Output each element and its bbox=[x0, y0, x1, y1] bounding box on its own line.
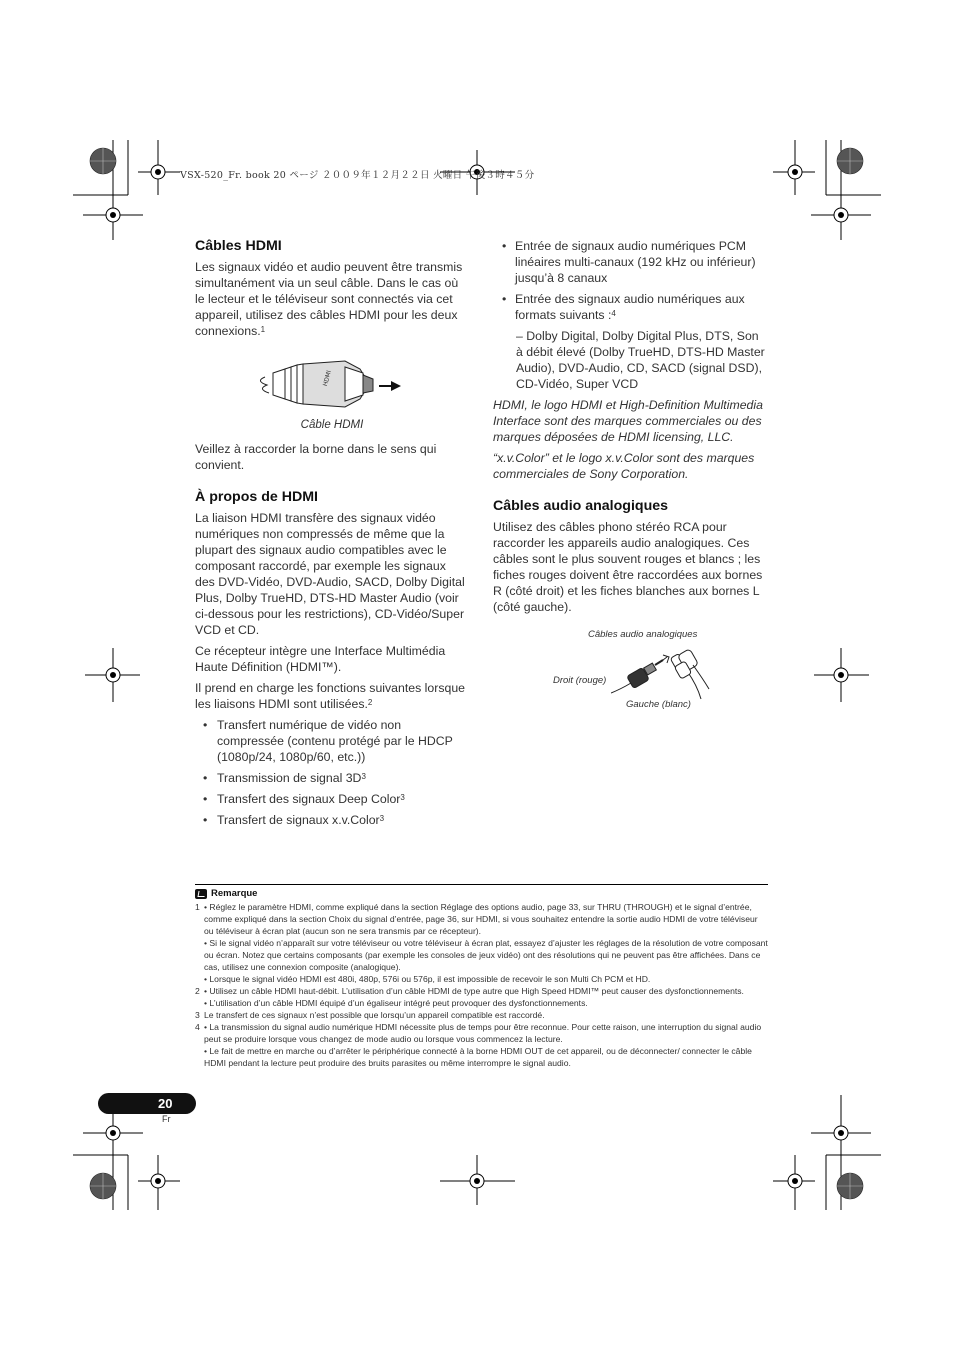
note-row: 1 • Réglez le paramètre HDMI, comme expliqué dans la section Réglage des options audio, page 33, sur THRU (THROUGH) et le signal d’entrée, comme expliqué dans la section Choix du signal d’entrée, page 36, sur HDMI, si vous souhaitez entendre la sortie audio HDMI de votre téléviseur ou téléviseur à écran plat (aucun son ne sera transmis par ce récepteur). bbox=[195, 902, 758, 936]
pencil-note-icon bbox=[195, 889, 207, 899]
page-number: 20 bbox=[158, 1096, 173, 1111]
right-column bbox=[493, 238, 768, 729]
section-title-analog-cables: Câbles audio analogiques bbox=[493, 498, 669, 514]
audio-input-list bbox=[493, 238, 768, 323]
list-item: • Transfert des signaux Deep Color$^3$ bbox=[195, 791, 469, 807]
analog-figure-title: Câbles audio analogiques bbox=[588, 629, 698, 640]
hdmi-cable-illustration bbox=[195, 355, 469, 417]
analog-label-right: Droit (rouge) bbox=[553, 675, 607, 686]
apropos-paragraph-1: La liaison HDMI transfère des signaux vidéo numériques non compressés de même que la plupart des signaux audio compatibles avec le composant raccordé, par exemple les signaux des DVD-Vidéo, DVD-Audio, SACD, Dolby Digital Plus, Dolby TrueHD, DTS-HD Master Audio (voir ci-dessous pour les restrictions), CD-Vidéo/Super VCD et CD. bbox=[195, 511, 465, 637]
notes-header bbox=[195, 888, 768, 899]
audio-formats: – Dolby Digital, Dolby Digital Plus, DTS, Son à débit élevé (Dolby TrueHD, DTS-HD Master Audio), DVD-Audio, CD, SACD (signal DSD), CD-Vidéo, Super VCD bbox=[516, 329, 765, 391]
analog-cables-figure bbox=[493, 629, 768, 729]
hdmi-features-list bbox=[195, 717, 469, 828]
note-row: 2 • Utilisez un câble HDMI haut-débit. L’utilisation d’un câble HDMI de type autre que High Speed HDMI™ peut causer des dysfonctionnements. bbox=[195, 986, 744, 996]
hdmi-cable-caption: Câble HDMI bbox=[300, 419, 364, 431]
section-title-cables-hdmi: Câbles HDMI bbox=[195, 238, 282, 254]
notes-title: Remarque bbox=[211, 888, 258, 899]
note-row: • Si le signal vidéo n’apparaît sur votre téléviseur ou votre téléviseur à écran plat, essayez d’ajuster les réglages de la résolution de votre composant ou écran. Notez que certains composants (par exemple les consoles de jeux vidéo) ont des résolutions qui ne peuvent pas être affichées. Dans ce cas, utilisez une connexion composite (analogique). bbox=[204, 938, 768, 972]
notes-section bbox=[195, 884, 768, 1069]
apropos-paragraph-3: Il prend en charge les fonctions suivantes lorsque les liaisons HDMI sont utilisées.$^2$ bbox=[195, 681, 466, 711]
veillez-paragraph: Veillez à raccorder la borne dans le sens qui convient. bbox=[195, 442, 437, 472]
svg-text:HDMI: HDMI bbox=[321, 369, 333, 388]
list-item: • Entrée des signaux audio numériques aux formats suivants :$^4$ bbox=[493, 291, 768, 323]
note-row: • Lorsque le signal vidéo HDMI est 480i, 480p, 576i ou 576p, il est impossible de recevoir le son Multi Ch PCM et HD. bbox=[204, 974, 651, 984]
analog-label-left: Gauche (blanc) bbox=[626, 699, 691, 710]
note-row: 4 • La transmission du signal audio numérique HDMI nécessite plus de temps pour être reconnue. Pour cette raison, une interruption du signal audio peut se produire lorsque vous changez de mode audio ou lorsque vous commencez la lecture. bbox=[195, 1022, 762, 1044]
list-item: • Transmission de signal $3D^3$ bbox=[195, 770, 469, 786]
analog-cables-paragraph: Utilisez des câbles phono stéréo RCA pour raccorder les appareils audio analogiques. Ces câbles sont le plus souvent rouges et blancs ; les fiches rouges doivent être raccordées aux bornes R (côté droit) et les fiches blanches aux bornes L (côté gauche). bbox=[493, 520, 763, 614]
trademark-hdmi: HDMI, le logo HDMI et High-Definition Multimedia Interface sont des marques commerciales ou des marques déposées de HDMI licensing, LLC. bbox=[493, 398, 763, 444]
print-header: VSX-520_Fr. book 20 ページ ２００９年１２月２２日 火曜日 午後３時４５分 bbox=[180, 170, 535, 181]
cables-hdmi-paragraph: Les signaux vidéo et audio peuvent être transmis simultanément via un seul câble. Dans le cas où le lecteur et le téléviseur sont connectés via cet appareil, utilisez des câbles HDMI pour les deux connexions.$^1$ bbox=[195, 260, 463, 338]
list-item: • Entrée de signaux audio numériques PCM linéaires multi-canaux (192 kHz ou inférieur) jusqu’à 8 canaux bbox=[493, 238, 768, 286]
section-title-apropos-hdmi: À propos de HDMI bbox=[195, 489, 318, 505]
page-language: Fr bbox=[162, 1114, 171, 1124]
page-number-tab bbox=[98, 1093, 196, 1114]
trademark-xvcolor: “x.v.Color” et le logo x.v.Color sont des marques commerciales de Sony Corporation. bbox=[493, 451, 755, 481]
hdmi-cable-figure bbox=[195, 355, 469, 417]
list-item: • Transfert numérique de vidéo non compressée (contenu protégé par le HDCP (1080p/24, 1080p/60, etc.)) bbox=[195, 717, 469, 765]
left-column bbox=[195, 238, 469, 833]
list-item: • Transfert de signaux x.v.Color$^3$ bbox=[195, 812, 469, 828]
arrow-right-icon bbox=[379, 381, 401, 391]
note-row: • L’utilisation d’un câble HDMI équipé d’un égaliseur intégré peut provoquer des dysfonctionnements. bbox=[204, 998, 588, 1008]
rca-cable-illustration bbox=[611, 649, 711, 705]
note-row: 3 Le transfert de ces signaux n’est possible que lorsqu’un appareil compatible est raccordé. bbox=[195, 1010, 545, 1020]
apropos-paragraph-2: Ce récepteur intègre une Interface Multimédia Haute Définition (HDMI™). bbox=[195, 644, 446, 674]
note-row: • Le fait de mettre en marche ou d’arrêter le périphérique connecté à la borne HDMI OUT de cet appareil, ou de déconnecter/ connecter le câble HDMI pendant la lecture peut produire des bruits parasites ou même interrompre le signal audio. bbox=[204, 1046, 752, 1068]
